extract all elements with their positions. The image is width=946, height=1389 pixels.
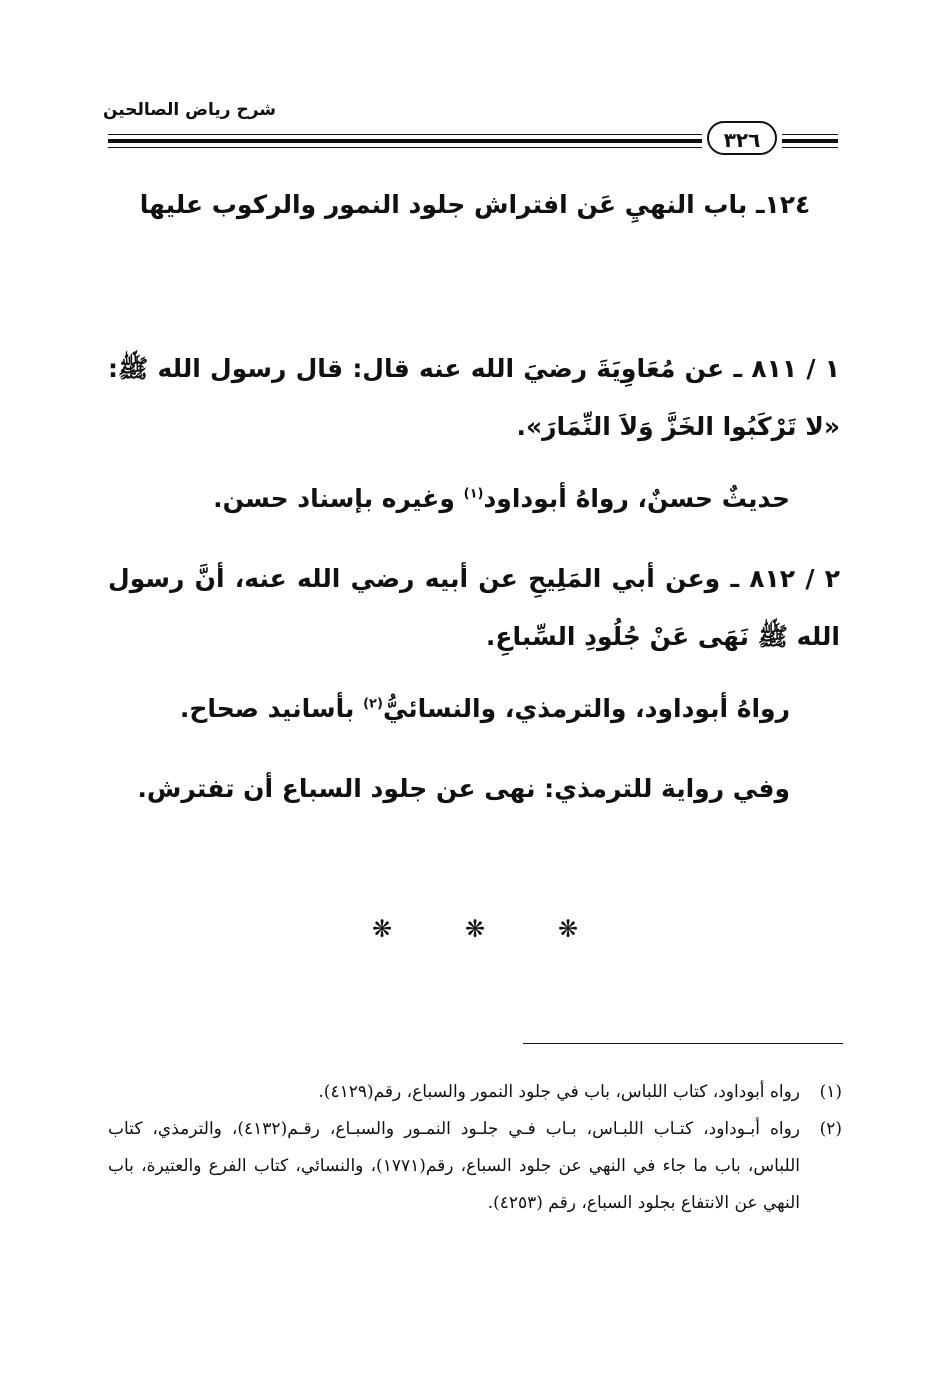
footnote-number: (١): [819, 1082, 842, 1102]
header-rule: [782, 147, 838, 148]
hadith-grading: [108, 680, 840, 738]
page-number: ٣٢٦: [707, 121, 777, 155]
section-separator: [370, 915, 580, 943]
hadith-paragraph: ١ / ٨١١ ـ عن مُعَاوِيَةَ رضيَ الله عنه قال: قال رسول الله ﷺ: «لا تَرْكَبُوا الخَزَّ وَلاَ النِّمَارَ».: [108, 354, 840, 441]
chapter-heading: ١٢٤ـ باب النهيِ عَن افتراش جلود النمور والركوب عليها: [139, 190, 811, 219]
grading-text: وغيره بإسناد حسن.: [213, 484, 464, 513]
header-rule: [108, 134, 702, 135]
footnote-number: (٢): [819, 1119, 842, 1139]
footnote-text: رواه أبوداود، كتاب اللباس، باب في جلود النمور والسباع، رقم(٤١٢٩).: [318, 1082, 800, 1102]
star-icon: ❋: [557, 915, 579, 943]
header-rule: [108, 139, 702, 143]
grading-text: رواهُ أبوداود، والترمذي، والنسائيُّ: [382, 694, 790, 723]
footnote: [108, 1074, 842, 1111]
footnote: [108, 1111, 842, 1222]
grading-text: بأسانيد صحاح.: [179, 694, 364, 723]
star-icon: ❋: [371, 915, 393, 943]
footnotes: [108, 1074, 842, 1222]
header-rule: [108, 147, 702, 148]
footnote-ref[interactable]: (١): [463, 486, 484, 502]
narration-note: وفي رواية للترمذي: نهى عن جلود السباع أن تفترش.: [137, 774, 790, 803]
hadith-grading: [108, 470, 840, 528]
grading-text: حديثٌ حسنٌ، رواهُ أبوداود: [483, 484, 790, 513]
running-title: شرح رياض الصالحين: [102, 100, 276, 120]
star-icon: ❋: [464, 915, 486, 943]
hadith-paragraph: ٢ / ٨١٢ ـ وعن أبي المَلِيحِ عن أبيه رضي الله عنه، أنَّ رسول الله ﷺ نَهَى عَنْ جُلُودِ السِّباعِ.: [108, 564, 840, 651]
footnote-ref[interactable]: (٢): [363, 696, 383, 712]
header-rule: [782, 134, 838, 135]
footnote-text: رواه أبـوداود، كتـاب اللبـاس، بـاب فـي جلـود النمـور والسبـاع، رقـم(٤١٣٢)، والترمذي، كتاب اللباس، باب ما جاء في النهي عن جلود السباع، رقم(١٧٧١)، والنسائي، كتاب الفرع والعتيرة، باب النهي عن الانتفاع بجلود السباع، رقم (٤٢٥٣).: [108, 1119, 801, 1213]
header-rule: [782, 139, 838, 143]
footnote-rule: [523, 1043, 843, 1044]
